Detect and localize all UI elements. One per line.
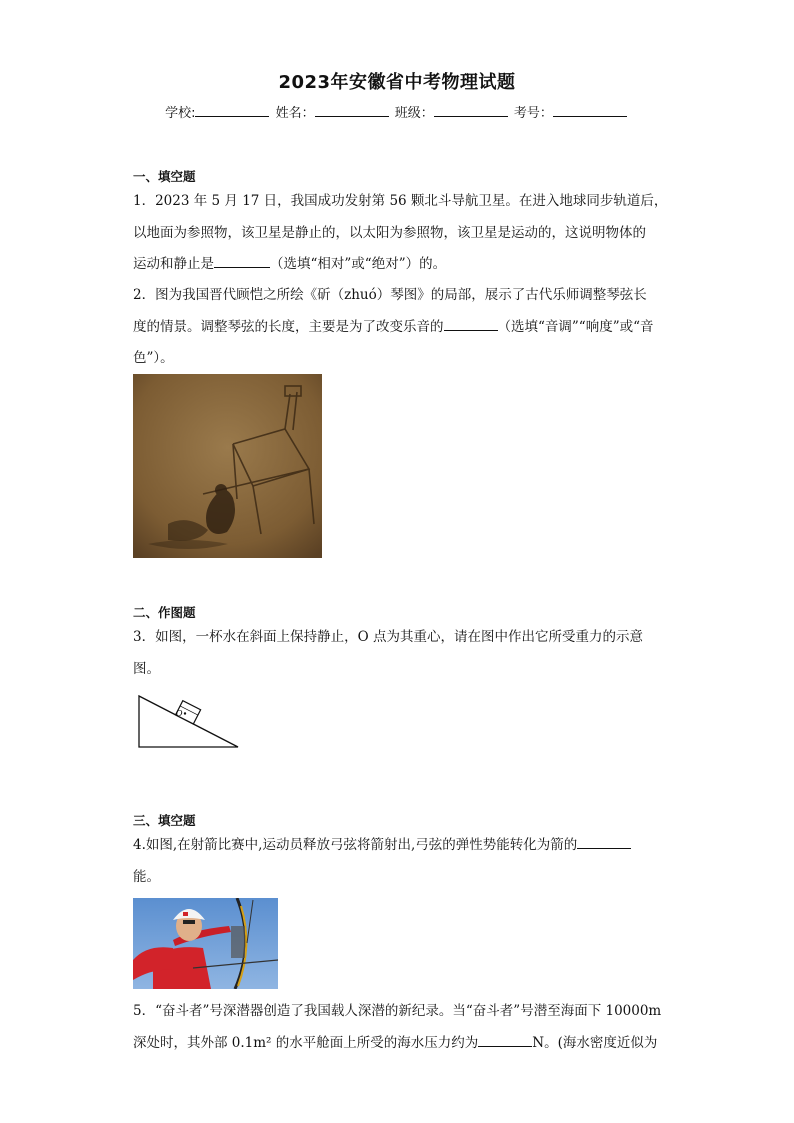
school-blank[interactable] [195, 104, 269, 117]
q2-answer-blank[interactable] [444, 316, 498, 331]
q4-answer-blank[interactable] [577, 834, 631, 849]
q3-line-2: 图。 [133, 660, 160, 677]
q1-line-3-text-a: 运动和静止是 [133, 256, 214, 272]
q5-line-1: 5．“奋斗者”号深潜器创造了我国载人深潜的新纪录。当“奋斗者”号潜至海面下 10000m [133, 1003, 662, 1019]
q5-line-2-text-a: 深处时，其外部 0.1m² 的水平舱面上所受的海水压力约为 [133, 1034, 479, 1051]
q5-answer-blank[interactable] [478, 1032, 532, 1047]
q1-line-3 [133, 249, 668, 281]
school-label: 学校: [165, 106, 196, 121]
q2-line-2-text-b: （选填“音调”“响度”或“音 [497, 318, 654, 335]
class-label: 班级： [394, 106, 434, 121]
q1-line-3-text-b: （选填“相对”或“绝对”）的。 [270, 256, 447, 272]
q2-line-2 [133, 312, 668, 344]
q1-line-2: 以地面为参照物，该卫星是静止的，以太阳为参照物，该卫星是运动的，这说明物体的 [133, 224, 646, 241]
question-3 [133, 622, 668, 685]
student-info-row [0, 102, 794, 121]
q5-line-2-text-b: N。(海水密度近似为 [532, 1034, 658, 1051]
q1-line-1: 1．2023 年 5 月 17 日，我国成功发射第 56 颗北斗导航卫星。在进入地球同步轨道后， [133, 193, 668, 209]
section-heading-fill-blank-1: 一、填空题 [133, 169, 196, 184]
number-label: 考号： [513, 106, 553, 121]
name-blank[interactable] [315, 104, 389, 117]
q1-answer-blank[interactable] [214, 253, 270, 268]
q2-line-1: 2．图为我国晋代顾恺之所绘《斫（zhuó）琴图》的局部，展示了古代乐师调整琴弦长 [133, 287, 647, 303]
page-title: 2023年安徽省中考物理试题 [278, 72, 516, 93]
question-1 [133, 186, 668, 281]
zhuo-qin-painting-image [133, 374, 322, 558]
number-blank[interactable] [553, 104, 627, 117]
section-heading-drawing: 二、作图题 [133, 605, 196, 620]
question-4 [133, 830, 668, 893]
q2-line-3: 色”）。 [133, 350, 174, 366]
incline-cup-diagram [136, 692, 242, 750]
archer-photo-image [133, 898, 278, 989]
q4-line-1-text: 4.如图,在射箭比赛中,运动员释放弓弦将箭射出,弓弦的弹性势能转化为箭的 [133, 837, 578, 853]
q5-line-2 [133, 1028, 668, 1060]
q4-line-2: 能。 [133, 868, 160, 885]
question-2 [133, 280, 668, 375]
name-label: 姓名： [275, 106, 315, 121]
q2-line-2-text-a: 度的情景。调整琴弦的长度，主要是为了改变乐音的 [133, 318, 444, 335]
q3-line-1: 3．如图，一杯水在斜面上保持静止，O 点为其重心，请在图中作出它所受重力的示意 [133, 629, 643, 645]
question-5 [133, 996, 668, 1059]
center-of-gravity-label: O [176, 709, 183, 718]
center-of-gravity-point [184, 712, 186, 714]
class-blank[interactable] [434, 104, 508, 117]
q4-line-1 [133, 830, 668, 862]
section-heading-fill-blank-3: 三、填空题 [133, 813, 196, 828]
